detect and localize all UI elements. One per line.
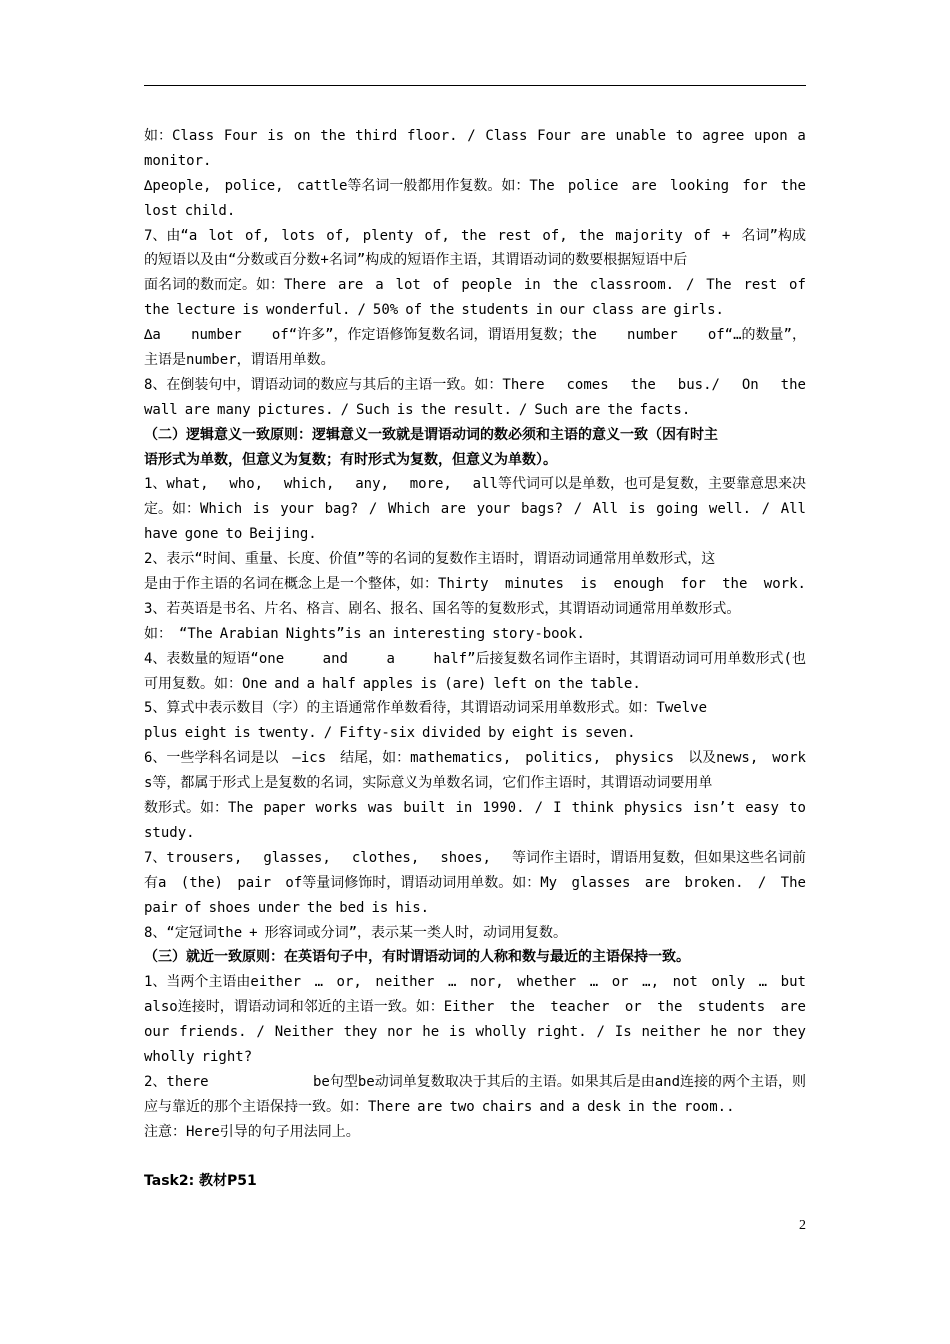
text-line: 有a (the) pair of等量词修饰时，谓语动词用单数。如：My glasses are broken. / The: [144, 874, 806, 891]
text-line: 8、在倒装句中，谓语动词的数应与其后的主语一致。如：There comes the bus./ On the: [144, 376, 806, 393]
text-line: （二）逻辑意义一致原则：逻辑意义一致就是谓语动词的数必须和主语的意义一致（因有时主: [144, 426, 718, 443]
text-line: 注意：Here引导的句子用法同上。: [144, 1123, 360, 1140]
text-line: 1、what, who, which, any, more, all等代词可以是单数，也可是复数，主要靠意思来决: [144, 476, 806, 493]
text-line: 2、there be句型be动词单复数取决于其后的主语。如果其后是由and连接的两个主语，则: [144, 1073, 806, 1090]
text-line: 主语是number，谓语用单数。: [144, 352, 335, 369]
text-line: 数形式。如：The paper works was built in 1990. / I think physics isn’t easy to: [144, 800, 806, 817]
text-line: 4、表数量的短语“one and a half”后接复数名词作主语时，其谓语动词可用单数形式(也: [144, 650, 806, 667]
task-heading: Task2: 教材P51: [144, 1173, 257, 1190]
text-line: 6、一些学科名词是以 –ics 结尾，如：mathematics, politics, physics 以及news, work: [144, 750, 806, 767]
text-line: wholly right?: [144, 1048, 253, 1065]
text-line: 7、由“a lot of, lots of, plenty of, the rest of, the majority of + 名词”构成: [144, 227, 806, 244]
text-line: our friends. / Neither they nor he is wholly right. / Is neither he nor they: [144, 1024, 806, 1041]
text-line: wall are many pictures. / Such is the result. / Such are the facts.: [144, 401, 691, 418]
text-line: monitor.: [144, 152, 212, 169]
text-line: 定。如：Which is your bag? / Which are your bags? / All is going well. / All: [144, 501, 806, 518]
document-body: [144, 124, 806, 1194]
text-line: 7、trousers, glasses, clothes, shoes, 等词作主语时，谓语用复数，但如果这些名词前: [144, 849, 806, 866]
blank-line: [144, 1145, 806, 1170]
text-line: 面名词的数而定。如：There are a lot of people in the classroom. / The rest of: [144, 277, 806, 294]
header-rule: [144, 85, 806, 86]
text-line: plus eight is twenty. / Fifty-six divided by eight is seven.: [144, 725, 636, 742]
text-line: also连接时，谓语动词和邻近的主语一致。如：Either the teacher or the students are: [144, 999, 806, 1016]
text-line: 是由于作主语的名词在概念上是一个整体，如：Thirty minutes is enough for the work.: [144, 576, 806, 593]
text-line: 语形式为单数，但意义为复数；有时形式为复数，但意义为单数）。: [144, 451, 557, 468]
text-line: 可用复数。如：One and a half apples is (are) left on the table.: [144, 675, 641, 692]
text-line: （三）就近一致原则：在英语句子中，有时谓语动词的人称和数与最近的主语保持一致。: [144, 949, 690, 966]
page-number: 2: [799, 1218, 806, 1233]
text-line: 应与靠近的那个主语保持一致。如：There are two chairs and a desk in the room..: [144, 1098, 735, 1115]
text-line: 5、算式中表示数目（字）的主语通常作单数看待，其谓语动词采用单数形式。如：Twelve: [144, 700, 707, 717]
text-line: 的短语以及由“分数或百分数+名词”构成的短语作主语，其谓语动词的数要根据短语中后: [144, 252, 688, 269]
text-line: 如： “The Arabian Nights”is an interesting story-book.: [144, 625, 585, 642]
text-line: ∆people, police, cattle等名词一般都用作复数。如：The police are looking for the: [144, 177, 806, 194]
text-line: 1、当两个主语由either … or, neither … nor, whether … or …, not only … but: [144, 974, 806, 991]
text-line: 如：Class Four is on the third floor. / Class Four are unable to agree upon a: [144, 128, 806, 144]
text-line: the lecture is wonderful. / 50% of the students in our class are girls.: [144, 302, 724, 319]
text-line: study.: [144, 824, 195, 841]
text-line: 3、若英语是书名、片名、格言、剧名、报名、国名等的复数形式，其谓语动词通常用单数形式。: [144, 600, 741, 617]
text-line: ∆a number of“许多”，作定语修饰复数名词，谓语用复数；the number of“…的数量”，: [144, 327, 806, 344]
text-line: s等，都属于形式上是复数的名词，实际意义为单数名词，它们作主语时，其谓语动词要用单: [144, 775, 713, 792]
text-line: 8、“定冠词the + 形容词或分词”，表示某一类人时，动词用复数。: [144, 924, 568, 941]
text-line: have gone to Beijing.: [144, 526, 317, 543]
text-line: 2、表示“时间、重量、长度、价值”等的名词的复数作主语时，谓语动词通常用单数形式，这: [144, 551, 716, 568]
text-line: pair of shoes under the bed is his.: [144, 899, 430, 916]
text-line: lost child.: [144, 202, 236, 219]
